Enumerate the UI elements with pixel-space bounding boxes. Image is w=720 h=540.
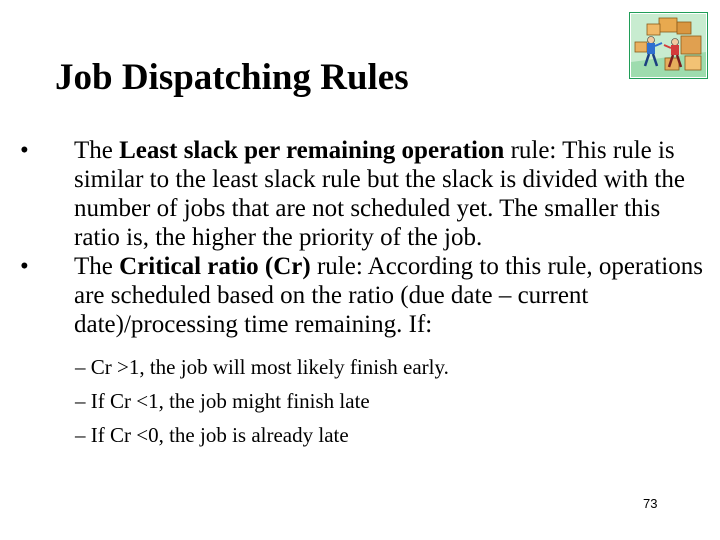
page-number: 73: [643, 496, 658, 511]
sub-bullet-list: [20, 350, 710, 452]
bullet-least-slack: [20, 136, 710, 252]
bullet-text: rule: This rule is similar to the least slack rule but the slack is divided with the number of jobs that are not scheduled yet. The smaller this ratio is, the higher the priority of the job.: [74, 137, 685, 251]
bullet-marker: •: [20, 253, 29, 280]
sub-bullet-item: – Cr >1, the job will most likely finish early.: [75, 355, 449, 379]
worker-moving-boxes-icon: [629, 12, 708, 79]
bullet-prefix: The: [74, 137, 120, 164]
sub-bullet-item: – If Cr <0, the job is already late: [75, 423, 349, 447]
bullet-term: Critical ratio (Cr): [119, 253, 311, 280]
bullet-list: [20, 136, 710, 452]
bullet-critical-ratio: [20, 252, 710, 339]
bullet-text: rule: According to this rule, operations are scheduled based on the ratio (due date – current date)/processing time remaining. If:: [74, 253, 703, 338]
bullet-prefix: The: [74, 253, 120, 280]
bullet-marker: •: [20, 137, 29, 164]
sub-bullet-item: – If Cr <1, the job might finish late: [75, 389, 370, 413]
bullet-term: Least slack per remaining operation: [119, 137, 505, 164]
slide-title: Job Dispatching Rules: [55, 57, 409, 98]
